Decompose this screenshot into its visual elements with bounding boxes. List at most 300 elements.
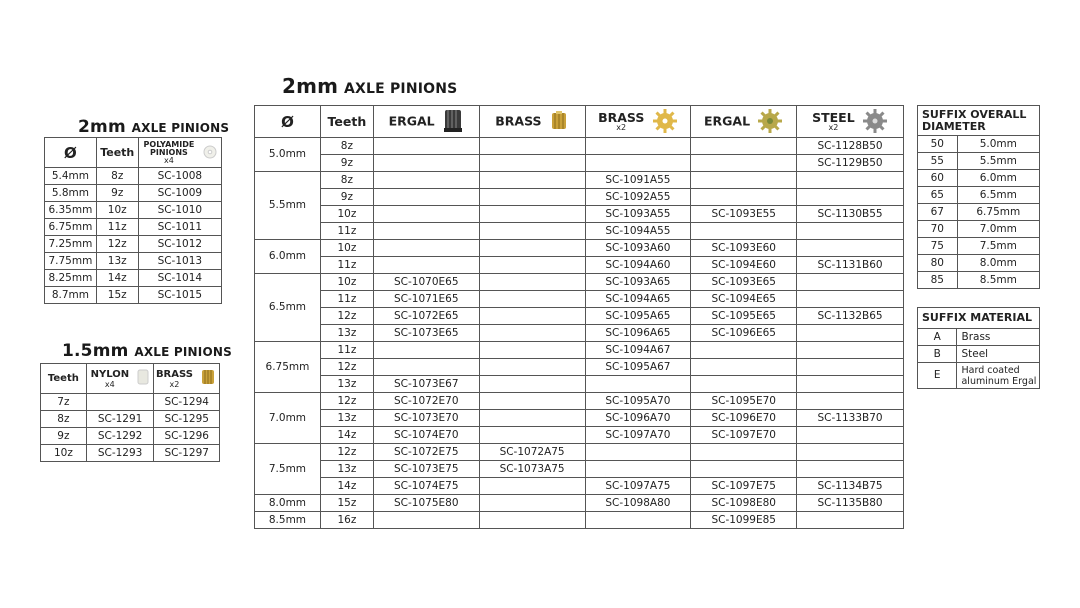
suffix-value-cell: 8.0mm (957, 255, 1039, 272)
part-code-cell (479, 206, 585, 223)
table-row (918, 204, 1040, 221)
lb-header-teeth: Teeth (41, 364, 87, 394)
part-code-cell (373, 189, 479, 206)
table-row (255, 138, 904, 155)
left-top-pinion-table (44, 137, 222, 304)
ergal-dark-gear-icon (442, 108, 464, 136)
ergal-gold-gear-icon (757, 108, 783, 136)
brass-small-gear-icon (549, 109, 569, 135)
part-code-cell (373, 342, 479, 359)
teeth-cell: 13z (320, 325, 373, 342)
part-code-cell (479, 512, 585, 529)
part-code-cell: SC-1131B60 (797, 257, 904, 274)
table-row (255, 308, 904, 325)
part-code-cell (797, 189, 904, 206)
part-code-cell: SC-1073E70 (373, 410, 479, 427)
suffix-value-cell: 7.0mm (957, 221, 1039, 238)
part-code-cell (585, 461, 691, 478)
part-code-cell: SC-1008 (138, 168, 221, 185)
part-code-cell: SC-1128B50 (797, 138, 904, 155)
part-code-cell: SC-1015 (138, 287, 221, 304)
suffix-value-cell: 5.0mm (957, 136, 1039, 153)
part-code-cell (479, 240, 585, 257)
part-code-cell: SC-1073E65 (373, 325, 479, 342)
table-row (45, 168, 222, 185)
polyamide-gear-icon (202, 144, 218, 162)
suffix-value-cell: 8.5mm (957, 272, 1039, 289)
part-code-cell (479, 427, 585, 444)
teeth-cell: 12z (320, 393, 373, 410)
header-ergal-gold-label: ERGAL (704, 113, 751, 128)
suffix-code-cell: 75 (918, 238, 958, 255)
part-code-cell: SC-1295 (154, 411, 220, 428)
header-brass-2 (585, 106, 691, 138)
part-code-cell (797, 393, 904, 410)
nylon-gear-icon (136, 368, 150, 390)
part-code-cell (479, 376, 585, 393)
part-code-cell (479, 308, 585, 325)
part-code-cell: SC-1072E70 (373, 393, 479, 410)
suffix-value-cell: Hard coated aluminum Ergal (957, 363, 1040, 389)
part-code-cell: SC-1073E75 (373, 461, 479, 478)
table-row (255, 359, 904, 376)
part-code-cell: SC-1071E65 (373, 291, 479, 308)
part-code-cell: SC-1095E70 (691, 393, 797, 410)
table-row (918, 221, 1040, 238)
lb-header-nylon-mult: x4 (104, 379, 115, 389)
part-code-cell: SC-1072E75 (373, 444, 479, 461)
suffix-code-cell: 85 (918, 272, 958, 289)
part-code-cell: SC-1012 (138, 236, 221, 253)
teeth-cell: 12z (320, 444, 373, 461)
part-code-cell: SC-1072E65 (373, 308, 479, 325)
suffix-code-cell: 55 (918, 153, 958, 170)
part-code-cell (479, 291, 585, 308)
lt-header-polyamide-label: POLYAMIDE PINIONS (143, 139, 195, 157)
part-code-cell: SC-1011 (138, 219, 221, 236)
header-brass-2-label: BRASS (598, 109, 645, 125)
teeth-cell: 13z (96, 253, 138, 270)
lb-header-brass-mult: x2 (169, 379, 180, 389)
diameter-cell: 8.25mm (45, 270, 97, 287)
part-code-cell: SC-1096A65 (585, 325, 691, 342)
part-code-cell (585, 376, 691, 393)
table-row (45, 236, 222, 253)
suffix-code-cell: E (918, 363, 957, 389)
table-row (255, 274, 904, 291)
part-code-cell: SC-1097E75 (691, 478, 797, 495)
part-code-cell: SC-1094A55 (585, 223, 691, 240)
left-bottom-title-small: AXLE PINIONS (134, 345, 232, 359)
part-code-cell (797, 444, 904, 461)
part-code-cell (373, 223, 479, 240)
diameter-cell: 7.0mm (255, 393, 321, 444)
header-brass-1-label: BRASS (495, 113, 542, 128)
part-code-cell: SC-1094A65 (585, 291, 691, 308)
table-row (255, 155, 904, 172)
teeth-cell: 15z (320, 495, 373, 512)
table-row (45, 253, 222, 270)
teeth-cell: 12z (96, 236, 138, 253)
diameter-cell: 5.8mm (45, 185, 97, 202)
teeth-cell: 11z (320, 342, 373, 359)
lt-header-polyamide-mult: x4 (164, 155, 174, 165)
left-bottom-title (62, 341, 232, 361)
part-code-cell (479, 155, 585, 172)
part-code-cell: SC-1010 (138, 202, 221, 219)
part-code-cell: SC-1074E70 (373, 427, 479, 444)
table-row (45, 270, 222, 287)
table-row (255, 495, 904, 512)
table-row (255, 325, 904, 342)
suffix-code-cell: 67 (918, 204, 958, 221)
part-code-cell: SC-1294 (154, 394, 220, 411)
part-code-cell: SC-1094E60 (691, 257, 797, 274)
suffix-code-cell: 65 (918, 187, 958, 204)
table-row (918, 255, 1040, 272)
table-row (255, 240, 904, 257)
part-code-cell (691, 138, 797, 155)
part-code-cell (479, 478, 585, 495)
diameter-cell: 7.25mm (45, 236, 97, 253)
table-row (255, 172, 904, 189)
part-code-cell: SC-1093A60 (585, 240, 691, 257)
diameter-cell: 6.5mm (255, 274, 321, 342)
table-row (918, 363, 1040, 389)
table-row (41, 411, 220, 428)
table-row (255, 512, 904, 529)
part-code-cell: SC-1093E65 (691, 274, 797, 291)
part-code-cell (797, 376, 904, 393)
table-row (41, 428, 220, 445)
teeth-cell: 8z (320, 138, 373, 155)
part-code-cell (373, 512, 479, 529)
part-code-cell: SC-1095A70 (585, 393, 691, 410)
part-code-cell (691, 172, 797, 189)
part-code-cell (479, 257, 585, 274)
left-bottom-title-big: 1.5mm (62, 341, 129, 361)
table-row (45, 219, 222, 236)
table-row (255, 376, 904, 393)
suffix-value-cell: 6.0mm (957, 170, 1039, 187)
part-code-cell: SC-1297 (154, 445, 220, 462)
header-brass-1 (479, 106, 585, 138)
teeth-cell: 11z (320, 257, 373, 274)
part-code-cell: SC-1013 (138, 253, 221, 270)
part-code-cell: SC-1095A65 (585, 308, 691, 325)
part-code-cell (797, 223, 904, 240)
table-row (918, 346, 1040, 363)
table-row (918, 170, 1040, 187)
part-code-cell (691, 461, 797, 478)
part-code-cell (479, 138, 585, 155)
left-top-title-big: 2mm (78, 117, 126, 137)
teeth-cell: 11z (320, 223, 373, 240)
part-code-cell (797, 325, 904, 342)
diameter-cell: 6.0mm (255, 240, 321, 274)
part-code-cell (479, 342, 585, 359)
part-code-cell (585, 512, 691, 529)
part-code-cell (797, 359, 904, 376)
table-row (255, 189, 904, 206)
diameter-cell: 8.7mm (45, 287, 97, 304)
part-code-cell (479, 495, 585, 512)
teeth-cell: 11z (96, 219, 138, 236)
part-code-cell: SC-1296 (154, 428, 220, 445)
suffix-code-cell: 50 (918, 136, 958, 153)
part-code-cell: SC-1095E65 (691, 308, 797, 325)
header-brass-2-mult: x2 (616, 122, 627, 132)
teeth-cell: 12z (320, 308, 373, 325)
diameter-cell: 6.75mm (255, 342, 321, 393)
part-code-cell (797, 342, 904, 359)
part-code-cell (797, 291, 904, 308)
table-row (255, 461, 904, 478)
part-code-cell: SC-1094E65 (691, 291, 797, 308)
header-teeth: Teeth (320, 106, 373, 138)
part-code-cell: SC-1096E70 (691, 410, 797, 427)
part-code-cell (691, 223, 797, 240)
part-code-cell (585, 155, 691, 172)
main-title-big: 2mm (282, 74, 339, 98)
part-code-cell (373, 359, 479, 376)
suffix-code-cell: B (918, 346, 957, 363)
suffix-code-cell: A (918, 329, 957, 346)
part-code-cell: SC-1098A80 (585, 495, 691, 512)
part-code-cell (691, 342, 797, 359)
header-diameter: Ø (255, 106, 321, 138)
table-row (41, 394, 220, 411)
header-steel (797, 106, 904, 138)
teeth-cell: 9z (96, 185, 138, 202)
part-code-cell (479, 410, 585, 427)
teeth-cell: 8z (96, 168, 138, 185)
table-row (255, 342, 904, 359)
part-code-cell: SC-1135B80 (797, 495, 904, 512)
teeth-cell: 14z (320, 427, 373, 444)
part-code-cell: SC-1129B50 (797, 155, 904, 172)
suffix-code-cell: 70 (918, 221, 958, 238)
table-row (255, 291, 904, 308)
part-code-cell: SC-1098E80 (691, 495, 797, 512)
lb-header-nylon-label: NYLON (90, 368, 130, 380)
header-steel-mult: x2 (828, 122, 839, 132)
header-steel-label: STEEL (812, 109, 855, 125)
part-code-cell (797, 512, 904, 529)
table-row (918, 153, 1040, 170)
part-code-cell (691, 359, 797, 376)
table-row (255, 478, 904, 495)
teeth-cell: 10z (320, 240, 373, 257)
part-code-cell (373, 240, 479, 257)
part-code-cell: SC-1072A75 (479, 444, 585, 461)
part-code-cell: SC-1133B70 (797, 410, 904, 427)
part-code-cell: SC-1097A70 (585, 427, 691, 444)
suffix-value-cell: 6.5mm (957, 187, 1039, 204)
teeth-cell: 8z (41, 411, 87, 428)
table-row (918, 187, 1040, 204)
part-code-cell: SC-1097E70 (691, 427, 797, 444)
teeth-cell: 10z (96, 202, 138, 219)
lt-header-polyamide (138, 138, 221, 168)
suffix-diameter-table (917, 105, 1040, 289)
table-row (255, 206, 904, 223)
table-row (255, 223, 904, 240)
teeth-cell: 14z (96, 270, 138, 287)
teeth-cell: 15z (96, 287, 138, 304)
part-code-cell: SC-1092A55 (585, 189, 691, 206)
part-code-cell: SC-1132B65 (797, 308, 904, 325)
teeth-cell: 13z (320, 410, 373, 427)
part-code-cell (797, 274, 904, 291)
main-title (282, 74, 457, 98)
part-code-cell: SC-1094A60 (585, 257, 691, 274)
part-code-cell: SC-1096A70 (585, 410, 691, 427)
table-row (45, 287, 222, 304)
header-ergal-gold (691, 106, 797, 138)
lb-header-brass (154, 364, 220, 394)
diameter-cell: 8.0mm (255, 495, 321, 512)
table-row (45, 185, 222, 202)
part-code-cell: SC-1074E75 (373, 478, 479, 495)
part-code-cell (479, 325, 585, 342)
suffix-material-header: SUFFIX MATERIAL (918, 308, 1040, 329)
diameter-cell: 5.0mm (255, 138, 321, 172)
teeth-cell: 10z (320, 274, 373, 291)
main-pinion-table (254, 105, 904, 529)
lb-header-nylon (86, 364, 154, 394)
part-code-cell (479, 223, 585, 240)
part-code-cell (585, 138, 691, 155)
part-code-cell: SC-1093E55 (691, 206, 797, 223)
table-row (918, 272, 1040, 289)
part-code-cell: SC-1094A67 (585, 342, 691, 359)
table-row (918, 136, 1040, 153)
diameter-cell: 7.75mm (45, 253, 97, 270)
teeth-cell: 10z (41, 445, 87, 462)
left-top-title-small: AXLE PINIONS (131, 121, 230, 135)
suffix-value-cell: 6.75mm (957, 204, 1039, 221)
part-code-cell: SC-1093A65 (585, 274, 691, 291)
lt-header-diameter: Ø (45, 138, 97, 168)
suffix-material-table (917, 307, 1040, 389)
part-code-cell (373, 257, 479, 274)
teeth-cell: 14z (320, 478, 373, 495)
teeth-cell: 12z (320, 359, 373, 376)
main-title-small: AXLE PINIONS (343, 81, 458, 97)
suffix-value-cell: Steel (957, 346, 1040, 363)
part-code-cell (373, 155, 479, 172)
left-top-title (78, 117, 229, 137)
part-code-cell (479, 393, 585, 410)
part-code-cell: SC-1073E67 (373, 376, 479, 393)
part-code-cell: SC-1292 (86, 428, 154, 445)
table-row (41, 445, 220, 462)
teeth-cell: 7z (41, 394, 87, 411)
part-code-cell (479, 274, 585, 291)
table-row (45, 202, 222, 219)
part-code-cell (479, 359, 585, 376)
part-code-cell: SC-1091A55 (585, 172, 691, 189)
teeth-cell: 13z (320, 461, 373, 478)
diameter-cell: 6.35mm (45, 202, 97, 219)
table-row (255, 257, 904, 274)
part-code-cell: SC-1130B55 (797, 206, 904, 223)
part-code-cell: SC-1095A67 (585, 359, 691, 376)
suffix-value-cell: 5.5mm (957, 153, 1039, 170)
teeth-cell: 16z (320, 512, 373, 529)
table-row (255, 444, 904, 461)
suffix-code-cell: 60 (918, 170, 958, 187)
part-code-cell: SC-1134B75 (797, 478, 904, 495)
part-code-cell: SC-1096E65 (691, 325, 797, 342)
teeth-cell: 9z (320, 155, 373, 172)
part-code-cell (691, 376, 797, 393)
header-ergal-dark (373, 106, 479, 138)
brass-gear-icon (652, 108, 678, 136)
part-code-cell (479, 189, 585, 206)
part-code-cell: SC-1099E85 (691, 512, 797, 529)
part-code-cell (797, 461, 904, 478)
diameter-cell: 5.4mm (45, 168, 97, 185)
teeth-cell: 13z (320, 376, 373, 393)
table-row (255, 410, 904, 427)
part-code-cell: SC-1075E80 (373, 495, 479, 512)
teeth-cell: 9z (41, 428, 87, 445)
table-row (255, 427, 904, 444)
table-row (918, 238, 1040, 255)
part-code-cell: SC-1070E65 (373, 274, 479, 291)
suffix-value-cell: 7.5mm (957, 238, 1039, 255)
table-row (918, 329, 1040, 346)
part-code-cell: SC-1291 (86, 411, 154, 428)
part-code-cell: SC-1097A75 (585, 478, 691, 495)
header-ergal-dark-label: ERGAL (388, 113, 435, 128)
part-code-cell (585, 444, 691, 461)
part-code-cell (797, 240, 904, 257)
lt-header-teeth: Teeth (96, 138, 138, 168)
diameter-cell: 7.5mm (255, 444, 321, 495)
diameter-cell: 8.5mm (255, 512, 321, 529)
suffix-value-cell: Brass (957, 329, 1040, 346)
part-code-cell: SC-1293 (86, 445, 154, 462)
part-code-cell: SC-1093E60 (691, 240, 797, 257)
suffix-code-cell: 80 (918, 255, 958, 272)
diameter-cell: 5.5mm (255, 172, 321, 240)
brass-gear-icon-small (199, 367, 217, 391)
part-code-cell (373, 172, 479, 189)
part-code-cell (373, 138, 479, 155)
left-bottom-pinion-table (40, 363, 220, 462)
teeth-cell: 11z (320, 291, 373, 308)
part-code-cell (797, 427, 904, 444)
part-code-cell (691, 189, 797, 206)
teeth-cell: 9z (320, 189, 373, 206)
part-code-cell (373, 206, 479, 223)
steel-gear-icon (862, 108, 888, 136)
part-code-cell (479, 172, 585, 189)
part-code-cell (797, 172, 904, 189)
teeth-cell: 10z (320, 206, 373, 223)
lb-header-brass-label: BRASS (155, 368, 193, 380)
table-row (255, 393, 904, 410)
suffix-diameter-header: SUFFIX OVERALL DIAMETER (918, 106, 1040, 136)
diameter-cell: 6.75mm (45, 219, 97, 236)
part-code-cell (691, 444, 797, 461)
part-code-cell: SC-1009 (138, 185, 221, 202)
part-code-cell: SC-1073A75 (479, 461, 585, 478)
part-code-cell: SC-1093A55 (585, 206, 691, 223)
